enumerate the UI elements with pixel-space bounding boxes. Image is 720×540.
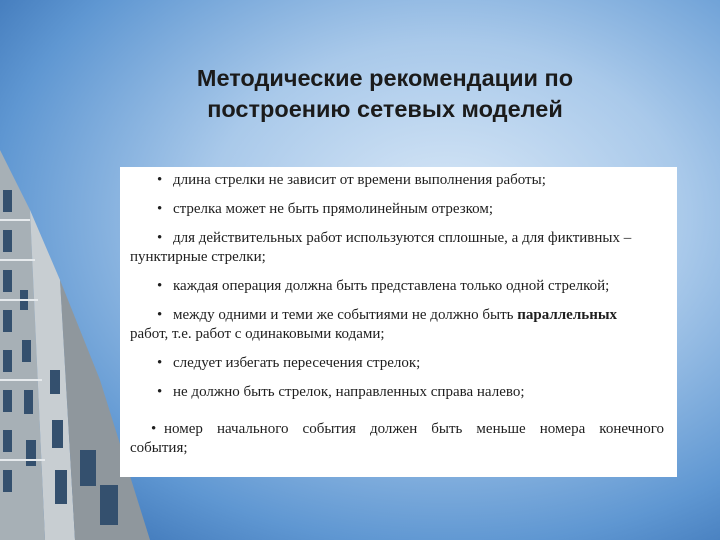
slide-title (150, 63, 620, 125)
list-item: • следует избегать пересечения стрелок; (157, 355, 421, 371)
title-line-1: Методические рекомендации по (196, 65, 574, 91)
list-item: • номер начального события должен быть меньше номера конечного события; (130, 421, 664, 456)
title-line-2: построению сетевых моделей (207, 96, 563, 122)
list-item: • между одними и теми же событиями не должно быть параллельных работ, т.е. работ с одинаковыми кодами; (130, 307, 618, 342)
bullet-icon: • (157, 384, 163, 400)
list-item: • каждая операция должна быть представлена только одной стрелкой; (157, 278, 610, 294)
list-item: • не должно быть стрелок, направленных справа налево; (157, 384, 525, 400)
bullet-icon: • (157, 278, 163, 294)
bullet-icon: • (157, 355, 163, 371)
bullet-icon: • (157, 230, 163, 246)
list-item: • длина стрелки не зависит от времени выполнения работы; (157, 172, 546, 188)
list-item: • стрелка может не быть прямолинейным отрезком; (157, 201, 494, 217)
bullet-icon: • (157, 201, 163, 217)
bullet-icon: • (157, 307, 163, 323)
content-panel (120, 167, 677, 477)
list-item: • для действительных работ используются сплошные, а для фиктивных – пунктирные стрелки; (130, 230, 632, 265)
bullet-icon: • (157, 172, 163, 188)
bullet-icon: • (151, 421, 157, 437)
